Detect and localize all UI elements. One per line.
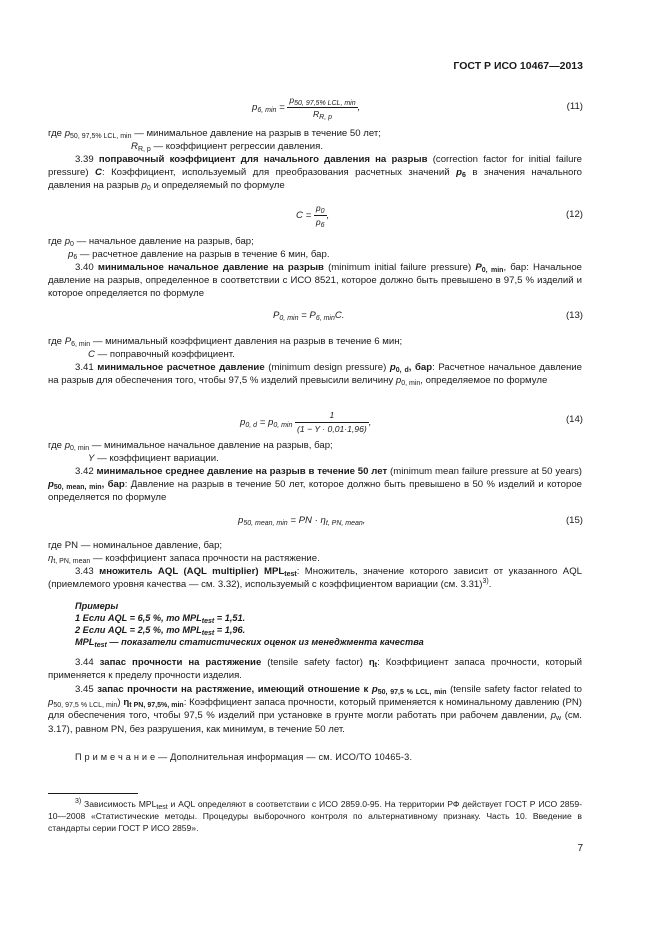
clause-symbol: P <box>475 262 482 273</box>
clause-text: и определяемый по формуле <box>153 180 285 192</box>
definition-line <box>48 439 333 452</box>
clause-term: запас прочности на растяжение, имеющий отношение к <box>97 684 369 695</box>
eq-fraction <box>295 409 369 436</box>
def-symbol: p <box>64 128 71 139</box>
clause-subscript: t PN, 97,5%, min <box>129 702 184 710</box>
footnote <box>48 798 582 834</box>
where-label: где <box>48 236 63 247</box>
clause-text: : Расчетное начальное давление на разрыв для обеспечения того, чтобы 97,5 % изделий превысили величину <box>48 362 582 387</box>
clause-symbol: p <box>395 375 402 387</box>
definition-line <box>48 335 402 348</box>
clause-subscript: w <box>556 715 562 723</box>
eq-symbol: R <box>312 109 320 120</box>
eq-subscript: 0, min <box>273 422 293 430</box>
clause-text: : Коэффициент запаса прочности, который применяется к номинальному давлению (PN) для обеспечения того, чтобы 97,5 % изделий при установке в грунте могли работать при рабочем давлении, <box>48 697 583 722</box>
eq-subscript: R, p <box>319 114 333 122</box>
clause-number: 3.43 <box>75 566 94 577</box>
eq-symbol: p <box>240 417 246 429</box>
eq-symbol: p <box>315 203 321 213</box>
eq-symbol: P <box>273 310 280 321</box>
definition-line <box>48 552 320 565</box>
eq-symbol: C <box>296 210 303 222</box>
clause-term: поправочный коэффициент для начального давления на разрыв <box>98 154 428 165</box>
examples-title: Примеры <box>75 601 119 611</box>
clause-text: (см. 3.17), равном PN, без разрушения, как минимум, в течение 50 лет. <box>48 710 582 735</box>
clause-symbol: η <box>368 657 375 668</box>
eq-tail: , <box>362 515 366 526</box>
def-subscript: 0, min <box>70 445 90 452</box>
clause-text: : Множитель, значение которого зависит от указанного AQL (приемлемого уровня качества — см. 3.32), используемый с коэффициентом вариации (см. 3.31) <box>48 566 582 591</box>
footnote-indent <box>48 799 75 809</box>
clause-text: : Коэффициент, используемый для преобразования расчетных значений <box>101 167 450 179</box>
example-subscript: test <box>94 642 107 649</box>
def-subscript: 6 <box>73 254 78 261</box>
clause-3-45 <box>48 683 582 736</box>
equation-number: (15) <box>565 515 583 526</box>
eq-symbol: p <box>315 217 321 228</box>
document-header: ГОСТ Р ИСО 10467—2013 <box>453 60 583 72</box>
eq-subscript: 0 <box>320 208 325 215</box>
example-line <box>75 636 424 649</box>
eq-operator: = PN · η <box>287 515 326 526</box>
def-symbol: Y <box>88 453 95 464</box>
clause-number: 3.39 <box>75 154 94 165</box>
clause-symbol: p <box>48 479 54 491</box>
clause-subscript: 0, min <box>481 267 504 274</box>
where-label: где <box>48 128 63 139</box>
definition-line <box>48 127 381 140</box>
where-label: где <box>48 440 63 451</box>
def-text: — расчетное давление на разрыв в течение 6 мин, бар. <box>79 249 330 260</box>
def-text: — поправочный коэффициент. <box>97 349 235 360</box>
clause-subscript: 6 <box>461 172 466 180</box>
equation-11 <box>252 94 360 121</box>
footnote-text: и AQL определяют в соответствии с ИСО 2859.0-95. На территории РФ действует ГОСТ Р ИСО 2859-10—2008 «Статистические методы. Процедуры выборочного контроля по альтернативному признаку. Часть 10. Введение в стандарты серии ГОСТ Р ИСО 2859». <box>48 799 582 833</box>
eq-subscript: 50, mean, min <box>243 520 288 527</box>
eq-subscript: 6 <box>320 222 325 230</box>
clause-3-43 <box>48 565 582 591</box>
clause-text: , бар: Начальное давление на разрыв, определенное в соответствии с ИСО 8521, которое должно быть превышено в 97,5 % изделий и которое определяется по формуле <box>48 262 582 300</box>
note <box>75 751 412 764</box>
def-text: — минимальное начальное давление на разрыв, бар; <box>91 440 333 451</box>
page-number: 7 <box>577 843 583 854</box>
eq-symbol: p <box>289 95 295 105</box>
example-text: 2 Если AQL = 2,5 %, то MPL <box>75 625 202 635</box>
def-symbol: R <box>131 141 138 152</box>
clause-term-en: (minimum initial failure pressure) <box>328 262 472 273</box>
eq-operator: = p <box>257 417 274 429</box>
equation-15 <box>238 514 365 527</box>
where-label: где <box>48 336 63 347</box>
def-text: — минимальное давление на разрыв в течение 50 лет; <box>134 128 381 139</box>
eq-subscript: 6, min <box>315 315 335 322</box>
clause-term: минимальное среднее давление на разрыв в течение 50 лет <box>96 466 388 477</box>
definition-line <box>88 452 219 465</box>
eq-symbol: p <box>238 515 244 526</box>
clause-subscript: 0 <box>146 185 151 193</box>
clause-symbol: p <box>389 362 396 373</box>
footnote-text: Зависимость MPL <box>81 799 157 809</box>
def-subscript: 50, 97,5% LCL, min <box>70 133 132 140</box>
equation-number: (12) <box>565 209 583 220</box>
eq-fraction <box>287 94 357 121</box>
def-symbol: P <box>64 336 72 347</box>
equation-number: (11) <box>566 101 583 112</box>
eq-subscript: 50, 97,5% LCL, min <box>294 100 356 107</box>
clause-subscript: test <box>284 571 297 578</box>
example-text: 1 Если AQL = 6,5 %, то MPL <box>75 613 202 623</box>
clause-number: 3.40 <box>75 262 94 273</box>
footnote-subscript: test <box>156 804 168 811</box>
footnote-mark: 3) <box>75 798 82 805</box>
clause-subscript: 50, 97,5 % LCL, min <box>377 689 447 696</box>
eq-tail: , <box>357 102 361 114</box>
def-symbol: PN <box>64 540 79 551</box>
clause-symbol: p <box>550 710 557 722</box>
def-symbol: p <box>64 440 71 451</box>
clause-subscript: 50, mean, min <box>53 484 102 492</box>
eq-subscript: t, PN, mean <box>325 520 363 527</box>
equation-number: (13) <box>565 310 583 321</box>
def-symbol: η <box>48 553 54 564</box>
clause-number: 3.42 <box>75 466 94 477</box>
eq-subscript: 6, min <box>257 107 277 115</box>
clause-symbol: p <box>141 180 147 192</box>
clause-term-en: (minimum design pressure) <box>268 362 387 373</box>
def-subscript: t, PN, mean <box>53 558 91 565</box>
clause-term: минимальное расчетное давление <box>97 362 265 373</box>
clause-term-en: (tensile safety factor) <box>267 657 363 668</box>
footnote-rule <box>48 793 138 794</box>
clause-term-en: (tensile safety factor related to <box>450 684 583 695</box>
eq-operator: = P <box>298 310 316 321</box>
def-text: — номинальное давление, бар; <box>80 540 223 551</box>
clause-subscript: 0, min <box>401 380 421 388</box>
eq-tail: , <box>368 417 372 429</box>
eq-denominator <box>314 216 327 229</box>
def-text: — минимальный коэффициент давления на разрыв в течение 6 мин; <box>92 336 403 347</box>
clause-term: множитель AQL (AQL multiplier) MPL <box>99 566 285 577</box>
example-text: MPL <box>75 637 95 647</box>
eq-denominator <box>287 108 357 121</box>
clause-term: запас прочности на растяжение <box>99 657 262 668</box>
footnote-ref[interactable]: 3) <box>482 578 489 586</box>
clause-symbol: p <box>456 167 462 179</box>
clause-symbol: p <box>48 697 54 709</box>
note-label: П р и м е ч а н и е <box>75 752 156 762</box>
def-subscript: 0 <box>70 241 74 248</box>
clause-term-en: (minimum mean failure pressure at 50 years) <box>390 466 582 477</box>
eq-subscript: 0, d <box>245 422 258 430</box>
eq-numerator <box>314 202 327 216</box>
example-text: = 1,51. <box>214 613 246 623</box>
clause-symbol: η <box>123 697 130 709</box>
eq-denominator: (1 − Y · 0,01·1,96) <box>297 424 367 435</box>
clause-subscript: 50, 97,5 % LCL, min <box>53 702 118 710</box>
note-text: — Дополнительная информация — см. ИСО/ТО 10465-3. <box>155 752 413 762</box>
clause-term-en: (correction factor for initial failure pressure) <box>48 154 582 179</box>
eq-numerator: 1 <box>295 409 369 423</box>
def-text: — коэффициент запаса прочности на растяжение. <box>92 553 320 564</box>
eq-subscript: 0, min <box>279 315 299 322</box>
example-subscript: test <box>201 630 215 637</box>
clause-text: , определяемое по формуле <box>420 375 548 387</box>
clause-3-44 <box>48 656 582 682</box>
equation-14 <box>240 409 371 436</box>
equation-13 <box>273 309 344 322</box>
clause-subscript: 0, d <box>395 367 409 374</box>
eq-tail: C. <box>334 310 345 321</box>
clause-unit: , бар <box>101 479 125 491</box>
def-text: — коэффициент вариации. <box>97 453 219 464</box>
clause-symbol: C <box>95 167 102 179</box>
def-symbol: p <box>64 236 71 247</box>
equation-12 <box>296 202 329 229</box>
clause-number: 3.44 <box>75 657 94 668</box>
eq-fraction <box>314 202 327 229</box>
eq-tail: , <box>326 210 330 222</box>
eq-symbol: p <box>252 102 258 114</box>
clause-term: минимальное начальное давление на разрыв <box>97 262 324 273</box>
def-symbol: p <box>68 249 74 260</box>
definition-line <box>48 235 254 248</box>
clause-unit: , бар <box>408 362 433 373</box>
clause-number: 3.41 <box>75 362 94 373</box>
def-subscript: 6, min <box>71 341 91 348</box>
def-text: — начальное давление на разрыв, бар; <box>76 236 254 247</box>
definition-line <box>48 539 222 552</box>
eq-numerator <box>287 94 357 108</box>
def-symbol: C <box>88 349 95 360</box>
clause-3-42 <box>48 465 582 505</box>
example-subscript: test <box>201 618 215 625</box>
eq-operator: = <box>305 210 312 222</box>
clause-text: : Давление на разрыв в течение 50 лет, которое должно быть превышено в 50 % изделий и которое определяется по формуле <box>48 479 583 504</box>
definition-line <box>131 140 323 153</box>
clause-text: ) <box>117 697 121 709</box>
clause-3-41 <box>48 361 582 387</box>
clause-symbol: p <box>371 684 378 695</box>
clause-text: . <box>488 579 492 591</box>
def-subscript: R, p <box>137 146 151 153</box>
equation-number: (14) <box>565 414 583 425</box>
clause-3-40 <box>48 261 582 301</box>
where-label: где <box>48 540 63 551</box>
def-text: — коэффициент регрессии давления. <box>153 141 324 152</box>
clause-subscript: t <box>374 662 378 669</box>
clause-text: в значения начального давления на разрыв <box>48 167 583 192</box>
clause-number: 3.45 <box>75 684 94 695</box>
clause-text: : Коэффициент запаса прочности, который применяется к пределу прочности изделия. <box>48 657 582 682</box>
definition-line <box>68 248 330 261</box>
example-text: = 1,96. <box>214 625 246 635</box>
clause-3-39 <box>48 153 582 193</box>
definition-line <box>88 348 235 361</box>
eq-operator: = <box>279 102 285 114</box>
example-text: — показатели статистических оценок из менеджмента качества <box>106 637 424 647</box>
